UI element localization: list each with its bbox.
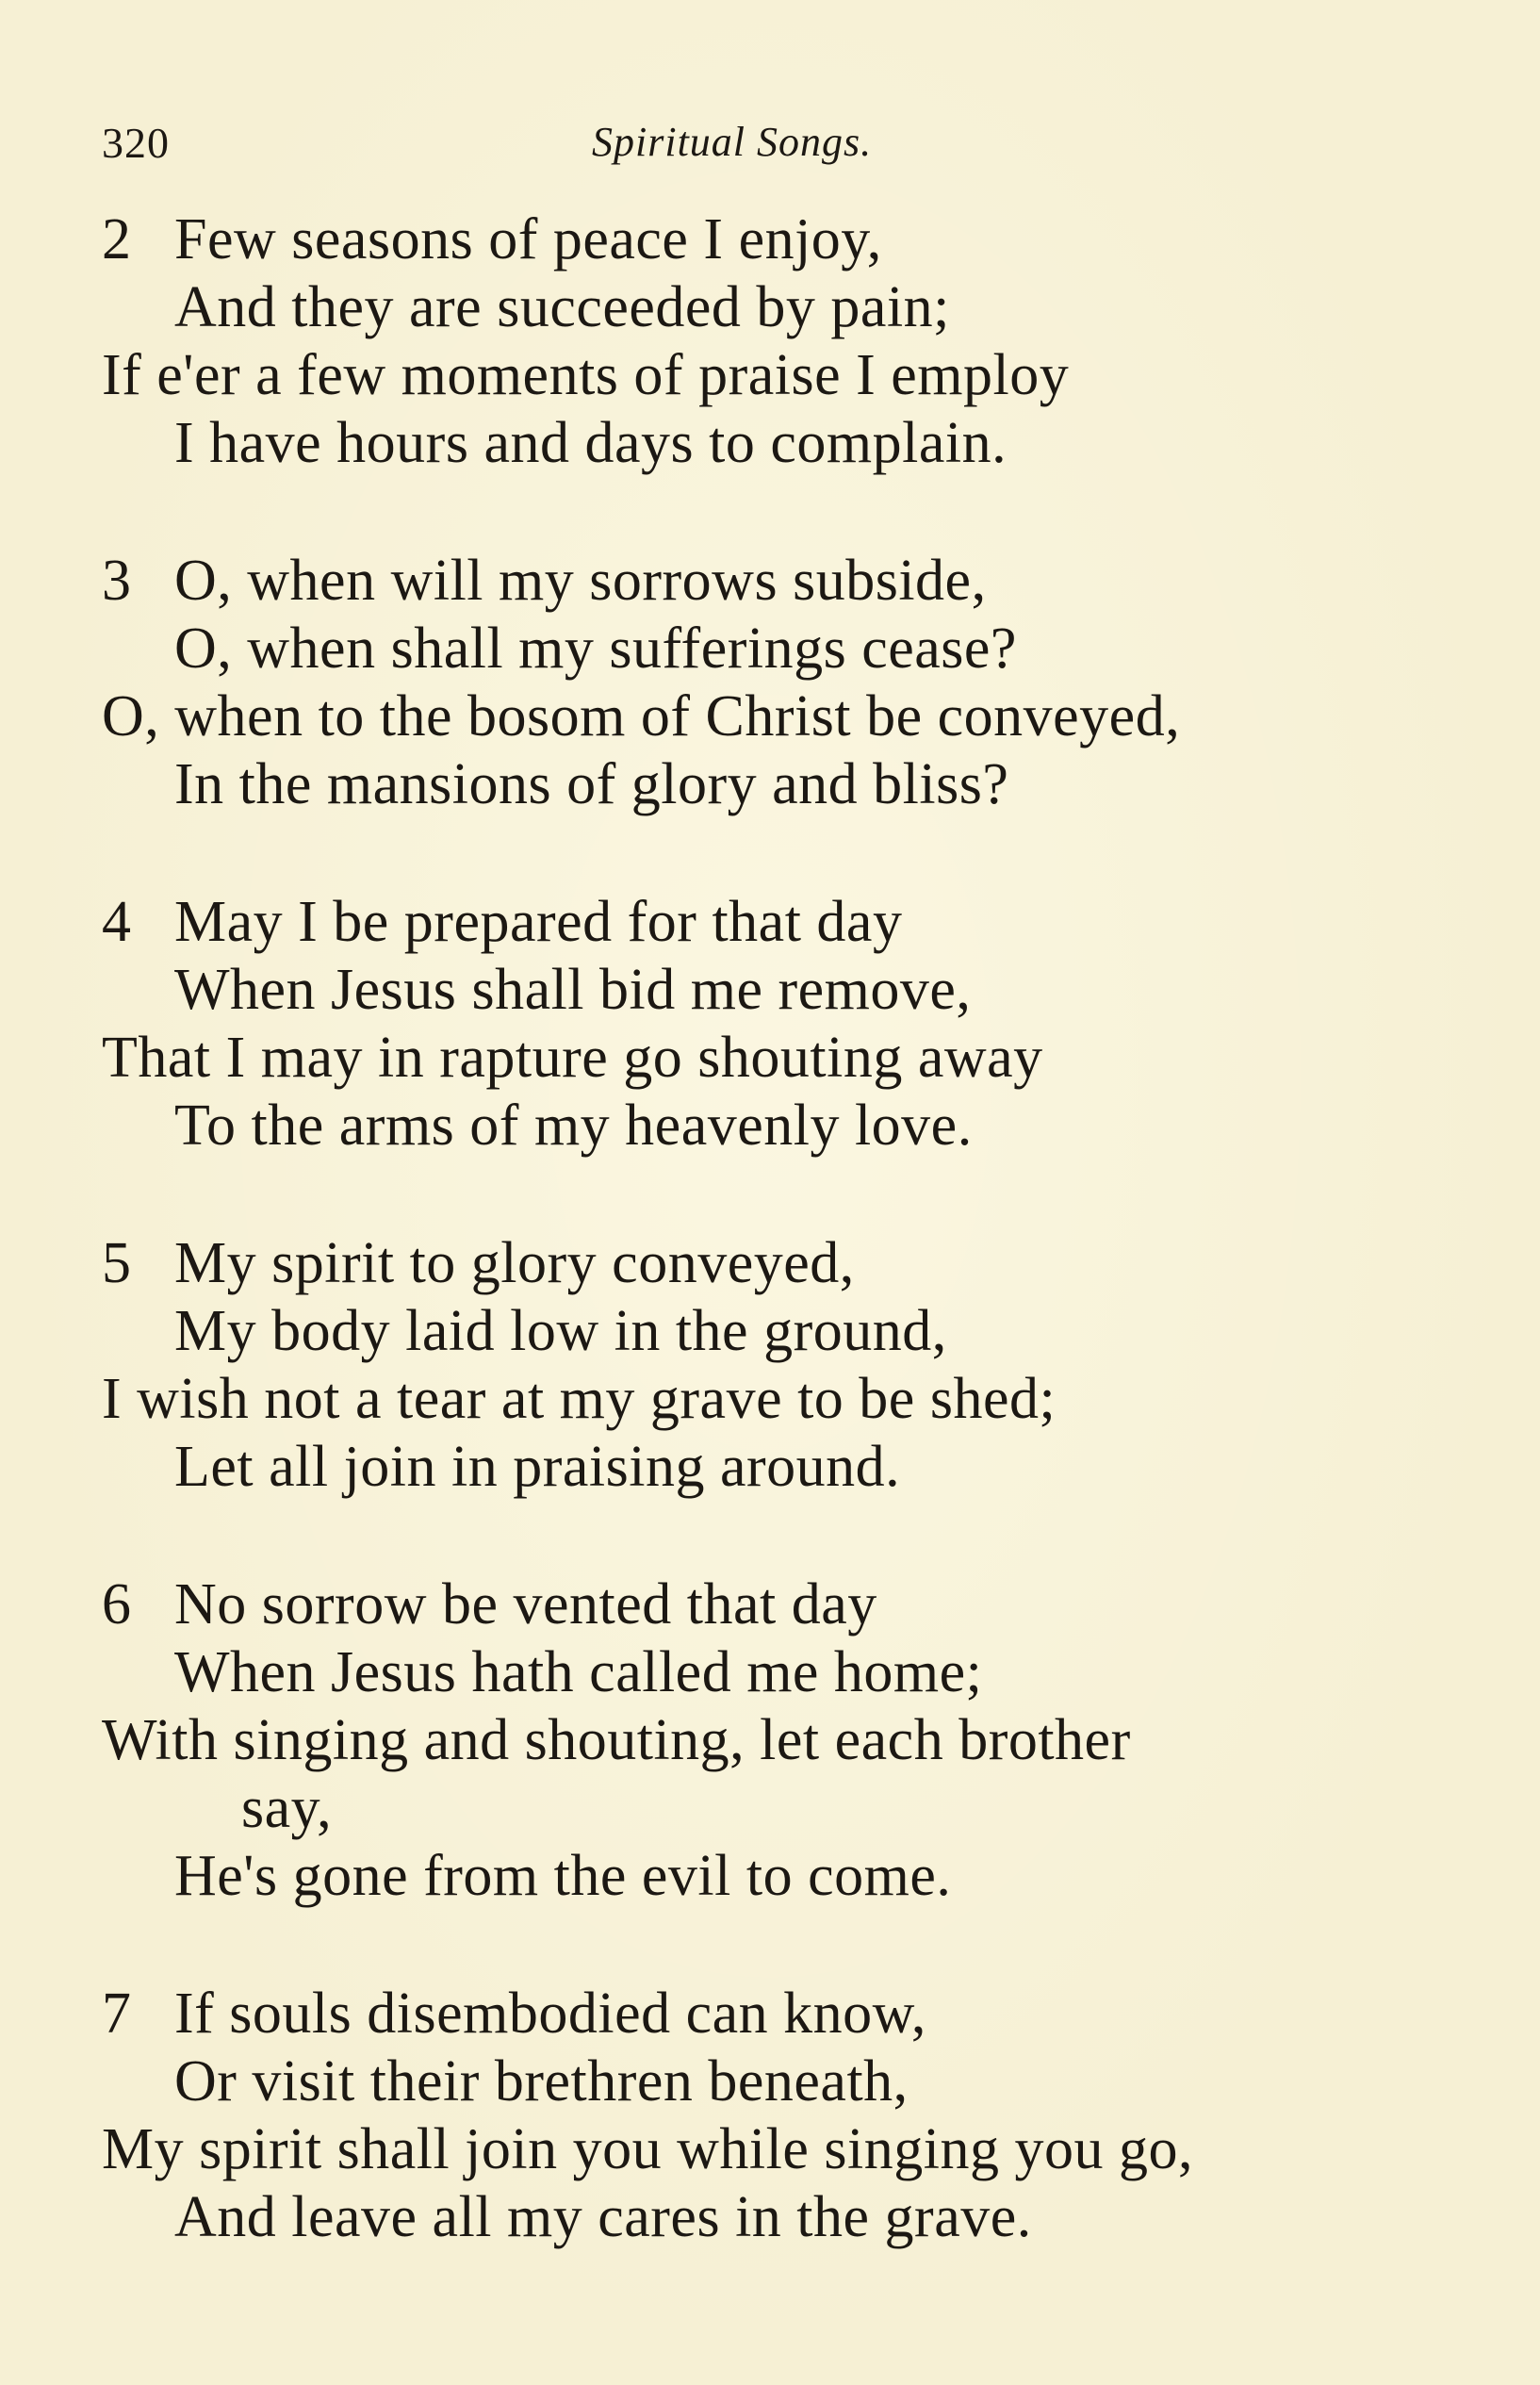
stanza-line: With singing and shouting, let each brother (102, 1708, 1131, 1772)
stanza-number: 3 (102, 549, 132, 613)
stanza-number: 4 (102, 890, 132, 954)
stanza-line: When Jesus hath called me home; (174, 1640, 983, 1704)
stanza-line: My body laid low in the ground, (174, 1299, 947, 1363)
stanza-line: I wish not a tear at my grave to be shed; (102, 1367, 1057, 1431)
stanza-7 (102, 1980, 1478, 2251)
stanza-line: O, when shall my sufferings cease? (174, 617, 1017, 681)
stanza-line (102, 888, 1478, 956)
stanza-line-text: May I be prepared for that day (174, 890, 903, 954)
stanza-line: Let all join in praising around. (174, 1435, 901, 1499)
stanza-6 (102, 1571, 1478, 1910)
stanza-line: To the arms of my heavenly love. (174, 1094, 973, 1158)
stanza-line: I have hours and days to complain. (174, 411, 1008, 475)
stanza-line: If e'er a few moments of praise I employ (102, 343, 1070, 407)
stanza-line (102, 206, 1478, 273)
stanza-2 (102, 206, 1478, 477)
page-header (102, 118, 1440, 184)
stanza-line: Or visit their brethren beneath, (174, 2049, 909, 2114)
stanza-line-text: Few seasons of peace I enjoy, (174, 207, 882, 271)
stanza-line (102, 1980, 1478, 2048)
stanza-line: He's gone from the evil to come. (174, 1844, 952, 1908)
stanza-number: 5 (102, 1231, 132, 1295)
hymn-text (102, 206, 1478, 2251)
stanza-number: 6 (102, 1572, 132, 1637)
stanza-line (102, 1571, 1478, 1638)
stanza-line (102, 1229, 1478, 1297)
stanza-line-text: If souls disembodied can know, (174, 1982, 926, 2046)
stanza-line: When Jesus shall bid me remove, (174, 958, 972, 1022)
page-number: 320 (102, 119, 170, 167)
stanza-number: 2 (102, 207, 132, 271)
stanza-line: And they are succeeded by pain; (174, 275, 950, 339)
stanza-4 (102, 888, 1478, 1160)
stanza-line (102, 547, 1478, 615)
stanza-line-text: My spirit to glory conveyed, (174, 1231, 855, 1295)
stanza-number: 7 (102, 1982, 132, 2046)
stanza-line: That I may in rapture go shouting away (102, 1026, 1043, 1090)
stanza-line: In the mansions of glory and bliss? (174, 752, 1009, 816)
stanza-line-text: O, when will my sorrows subside, (174, 549, 987, 613)
stanza-5 (102, 1229, 1478, 1501)
stanza-line-continuation: say, (241, 1776, 333, 1840)
running-title: Spiritual Songs. (592, 119, 873, 165)
stanza-line: O, when to the bosom of Christ be conveyed, (102, 684, 1181, 748)
stanza-3 (102, 547, 1478, 818)
stanza-line: And leave all my cares in the grave. (174, 2185, 1032, 2249)
stanza-line: My spirit shall join you while singing you go, (102, 2117, 1193, 2181)
stanza-line-text: No sorrow be vented that day (174, 1572, 877, 1637)
